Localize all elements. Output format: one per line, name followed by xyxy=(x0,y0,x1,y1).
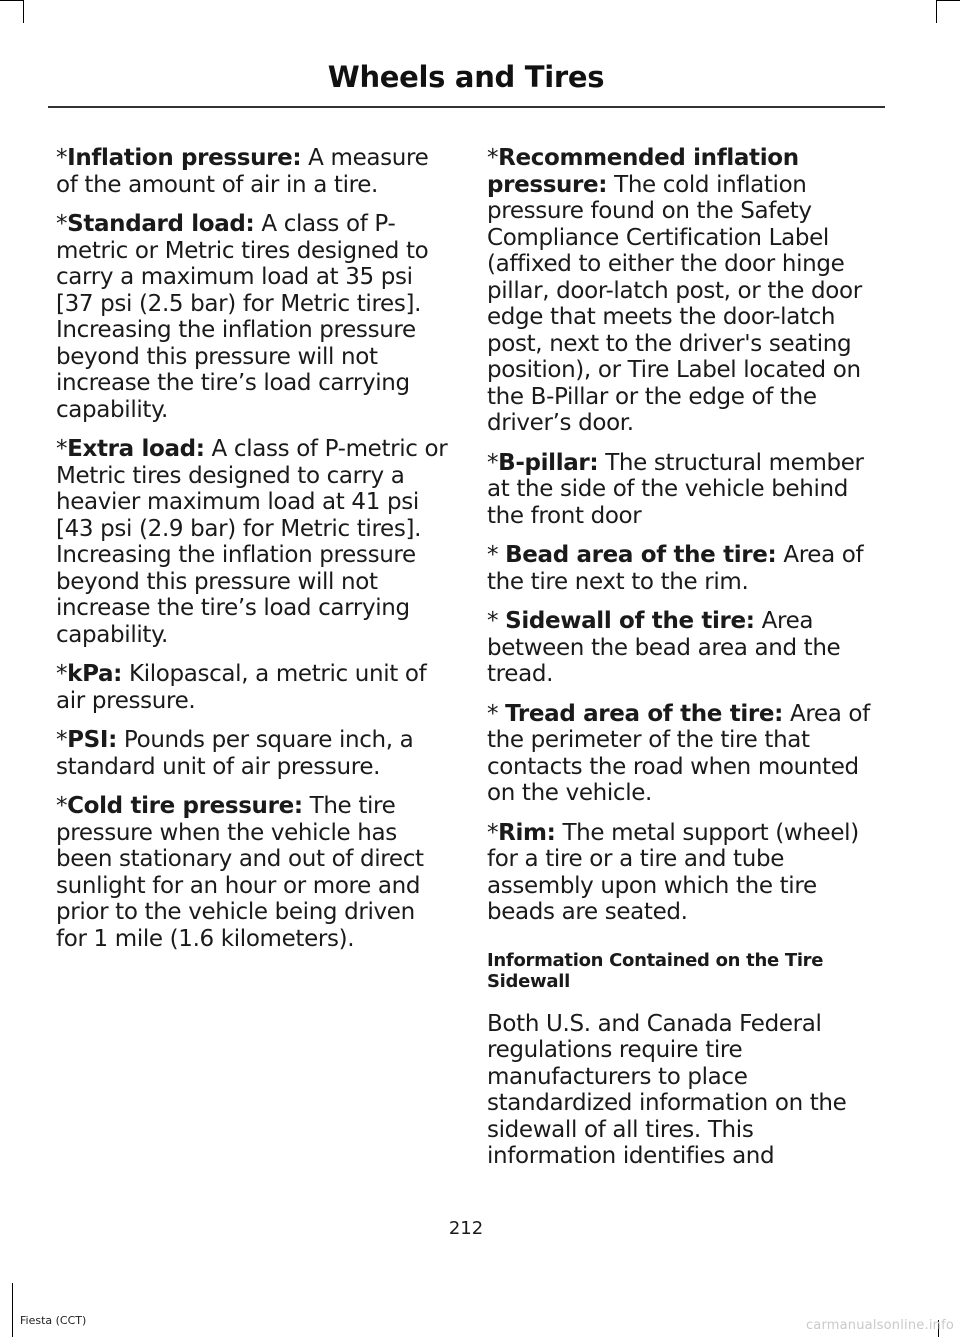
crop-mark xyxy=(936,0,960,1)
definition-text: Area of the perimeter of the tire that contacts the road when mounted on the vehicle. xyxy=(487,700,870,806)
definition-term: Extra load: xyxy=(67,436,205,462)
definition-entry: *kPa: Kilopascal, a metric unit of air pressure. xyxy=(56,661,427,714)
page-number: 212 xyxy=(448,1218,484,1239)
definition-text: A class of P-metric or Metric tires designed to carry a heavier maximum load at 41 psi [43 psi (2.9 bar) for Metric tires]. Increasing the inflation pressure beyond this pressure will not increase the tire’s load carrying capability. xyxy=(56,436,448,648)
definition-entry: *Standard load: A class of P-metric or Metric tires designed to carry a maximum load at 35 psi [37 psi (2.5 bar) for Metric tires]. Increasing the inflation pressure beyond this pressure will not increase the tire’s load carrying capability. xyxy=(56,211,429,423)
definition-text: Area between the bead area and the tread. xyxy=(487,608,841,687)
definition-text: Area of the tire next to the rim. xyxy=(487,542,864,595)
watermark: carmanualsonline.info xyxy=(805,1318,954,1333)
left-column xyxy=(56,145,452,965)
definition-entry: * Sidewall of the tire: Area between the bead area and the tread. xyxy=(487,608,841,687)
crop-mark xyxy=(0,0,23,1)
right-column xyxy=(487,145,885,1170)
definition-term: PSI: xyxy=(67,727,117,753)
definition-entry: *Inflation pressure: A measure of the amount of air in a tire. xyxy=(56,145,429,198)
definition-entry: *B-pillar: The structural member at the side of the vehicle behind the front door xyxy=(487,449,864,529)
definition-entry: * Bead area of the tire: Area of the tire next to the rim. xyxy=(487,542,864,595)
crop-mark xyxy=(23,0,24,23)
definition-term: Sidewall of the tire: xyxy=(505,608,755,634)
header-divider xyxy=(48,106,885,108)
crop-mark xyxy=(936,0,937,23)
model-label: Fiesta (CCT) xyxy=(20,1314,87,1327)
definition-text: Kilopascal, a metric unit of air pressure. xyxy=(56,661,427,714)
definition-text: Pounds per square inch, a standard unit of air pressure. xyxy=(56,727,414,780)
definition-term: Bead area of the tire: xyxy=(505,542,777,568)
definition-entry: *Recommended inflation pressure: The cold inflation pressure found on the Safety Compliance Certification Label (affixed to either the door hinge pillar, door-latch post, or the door edge that meets the door-latch post, next to the driver's seating position), or Tire Label located on the B-Pillar or the edge of the driver’s door. xyxy=(487,145,862,436)
definition-entry: *Extra load: A class of P-metric or Metric tires designed to carry a heavier maximum load at 41 psi [43 psi (2.9 bar) for Metric tires]. Increasing the inflation pressure beyond this pressure will not increase the tire’s load carrying capability. xyxy=(56,436,448,648)
definition-entry: * Tread area of the tire: Area of the perimeter of the tire that contacts the road when mounted on the vehicle. xyxy=(487,700,870,806)
definition-text: The metal support (wheel) for a tire or a tire and tube assembly upon which the tire beads are seated. xyxy=(487,819,859,925)
definition-text: The tire pressure when the vehicle has been stationary and out of direct sunlight for an hour or more and prior to the vehicle being driven for 1 mile (1.6 kilometers). xyxy=(56,793,424,952)
definition-text: The structural member at the side of the vehicle behind the front door xyxy=(487,449,864,529)
definition-term: Recommended inflation pressure: xyxy=(487,145,799,198)
definition-term: Tread area of the tire: xyxy=(505,700,783,727)
definition-text: The cold inflation pressure found on the Safety Compliance Certification Label (affixed to either the door hinge pillar, door-latch post, or the door edge that meets the door-latch post, next to the driver's seating position), or Tire Label located on the B-Pillar or the edge of the driver’s door. xyxy=(487,171,862,436)
definition-text: A measure of the amount of air in a tire. xyxy=(56,145,429,198)
definition-entry: *PSI: Pounds per square inch, a standard unit of air pressure. xyxy=(56,727,414,780)
page-title: Wheels and Tires xyxy=(327,60,605,94)
definition-term: Rim: xyxy=(498,819,556,846)
definition-term: kPa: xyxy=(67,661,123,687)
definition-text: A class of P-metric or Metric tires designed to carry a maximum load at 35 psi [37 psi (2.5 bar) for Metric tires]. Increasing the inflation pressure beyond this pressure will not increase the tire’s load carrying capability. xyxy=(56,211,429,423)
definition-term: B-pillar: xyxy=(498,449,599,476)
definition-term: Inflation pressure: xyxy=(67,145,302,171)
definition-term: Cold tire pressure: xyxy=(67,793,303,819)
definition-entry: *Rim: The metal support (wheel) for a tire or a tire and tube assembly upon which the tire beads are seated. xyxy=(487,819,859,925)
definition-term: Standard load: xyxy=(67,211,255,237)
section-heading: Information Contained on the Tire Sidewall xyxy=(487,949,824,992)
body-paragraph: Both U.S. and Canada Federal regulations require tire manufacturers to place standardized information on the sidewall of all tires. This information identifies and xyxy=(487,1010,847,1169)
definition-entry: *Cold tire pressure: The tire pressure when the vehicle has been stationary and out of direct sunlight for an hour or more and prior to the vehicle being driven for 1 mile (1.6 kilometers). xyxy=(56,793,424,952)
crop-mark xyxy=(12,1283,13,1337)
